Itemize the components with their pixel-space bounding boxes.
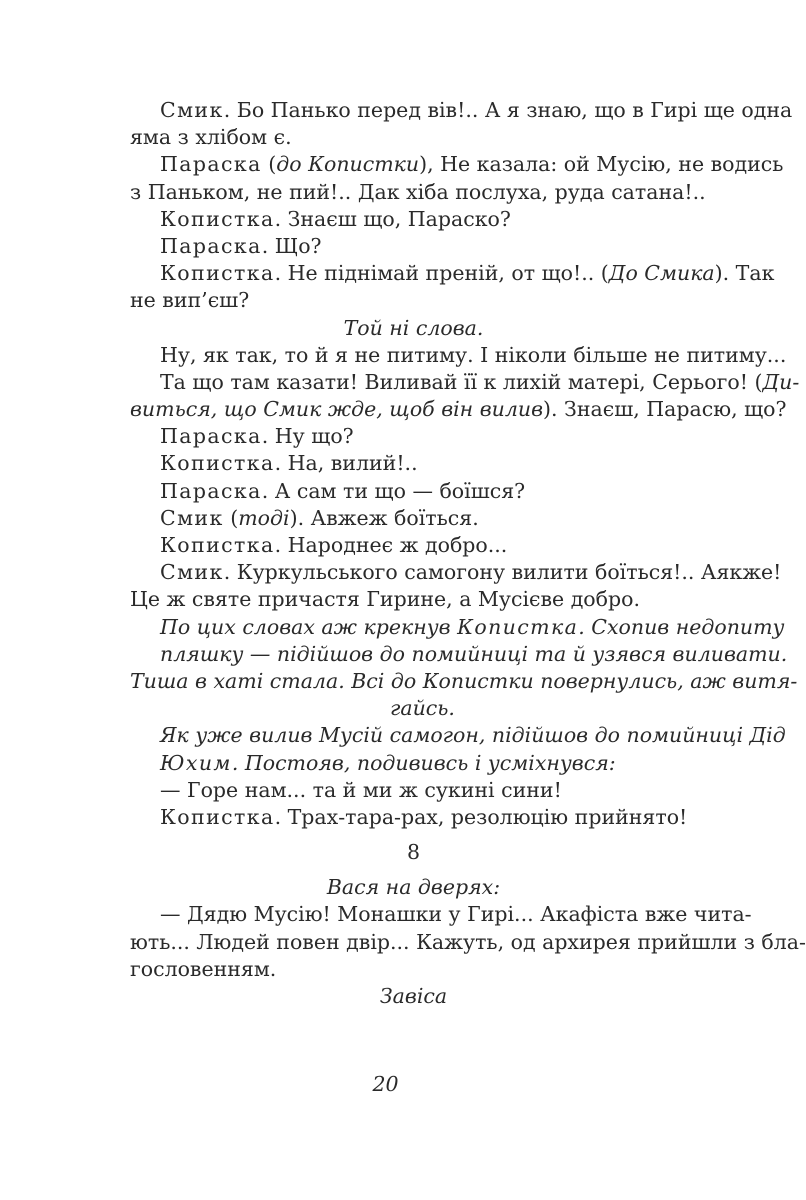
dialogue-text: — Дядю Мусію! Монашки у Гирі... Акафіста вже чита-	[160, 902, 752, 927]
stage-direction	[130, 614, 785, 641]
stage-text: Тиша в хаті стала. Всі до Копистки повернулись, аж витя-	[130, 668, 798, 693]
stage-direction	[130, 668, 798, 695]
speaker-name: Параска	[160, 478, 262, 503]
dialogue-text: . Народнеє ж добро...	[274, 533, 508, 557]
dialogue-text: гословенням.	[130, 956, 277, 981]
text-line	[130, 342, 787, 369]
dialogue-text: . На, вилий!..	[274, 451, 418, 476]
speaker-name: Параска	[160, 424, 262, 449]
text-line	[130, 559, 782, 586]
text-line	[130, 804, 697, 831]
text-line	[130, 777, 697, 804]
stage-text: По цих словах аж крекнув	[160, 614, 458, 639]
text-line	[130, 206, 697, 233]
speaker-name: Юхим	[160, 750, 232, 775]
stage-direction: Той ні слова.	[343, 315, 484, 340]
dialogue-text: . Куркульського самогону вилити боїться!.. Аякже!	[223, 560, 782, 585]
page-text	[130, 97, 806, 1010]
text-line	[130, 179, 706, 206]
dialogue-text: . Не піднімай преній, от що!.. (	[274, 261, 609, 286]
stage-text: Як уже вилив Мусій самогон, підійшов до помийниці Дід	[160, 723, 786, 748]
text-line	[130, 901, 752, 928]
dialogue-text: . Ну що?	[261, 424, 354, 449]
dialogue-text: . А сам ти що — боїшся?	[261, 478, 526, 503]
stage-text: гайсь.	[390, 696, 455, 721]
dialogue-text: Та що там казати! Виливай її к лихій матері, Серього! (	[160, 369, 763, 394]
stage-remark: тоді	[238, 505, 290, 530]
stage-direction	[130, 695, 697, 722]
stage-text: . Схопив недопиту	[578, 614, 785, 639]
stage-text: пляшку — підійшов до помийниці та й узявся виливати.	[160, 641, 788, 666]
scene-number: 8	[406, 840, 421, 865]
dialogue-text: . Що?	[261, 233, 322, 258]
dialogue-text: не вип’єш?	[130, 288, 250, 313]
dialogue-text: ють... Людей повен двір... Кажуть, од архирея прийшли з бла-	[130, 929, 806, 954]
stage-remark: виться, що Смик жде, щоб він вилив	[130, 397, 544, 422]
stage-remark: Ди-	[762, 369, 800, 394]
speaker-name: Копистка	[160, 804, 275, 829]
dialogue-text: — Горе нам... та й ми ж сукині сини!	[160, 777, 562, 802]
dialogue-text: ). Знаєш, Парасю, що?	[543, 397, 787, 422]
speaker-name: Копистка	[160, 261, 275, 286]
speaker-name: Параска	[160, 233, 262, 258]
dialogue-text: . Трах-тара-рах, резолюцію прийнято!	[274, 804, 688, 829]
speaker-name: Копистка	[160, 206, 275, 231]
speaker-name: Копистка	[160, 451, 275, 476]
speaker-name: Копистка	[160, 533, 275, 557]
stage-remark: До Смика	[608, 261, 715, 286]
dialogue-text: ). Так	[714, 261, 775, 286]
dialogue-text: (	[261, 152, 277, 177]
speaker-name: Смик	[160, 505, 224, 530]
text-line	[130, 423, 697, 450]
text-line	[130, 260, 775, 287]
stage-direction	[130, 641, 788, 668]
text-line	[130, 586, 697, 613]
speaker-name: Параска	[160, 152, 262, 177]
dialogue-text: (	[223, 505, 239, 530]
dialogue-text: . Бо Панько перед вів!.. А я знаю, що в Гирі ще одна	[223, 98, 793, 122]
stage-direction	[130, 722, 786, 749]
curtain-direction: Завіса	[379, 984, 448, 1008]
dialogue-text: . Знаєш що, Параско?	[274, 206, 511, 231]
speaker-name: Смик	[160, 560, 224, 585]
text-line	[130, 287, 697, 314]
text-line	[130, 396, 787, 423]
page-number: 20	[372, 1072, 399, 1096]
text-line	[130, 505, 697, 532]
text-line	[130, 369, 800, 396]
speaker-name: Смик	[160, 98, 224, 122]
dialogue-text: ), Не казала: ой Мусію, не водись	[419, 152, 784, 177]
text-line	[130, 151, 784, 178]
dialogue-text: ). Авжеж боїться.	[289, 505, 479, 530]
text-line	[130, 929, 806, 956]
text-line	[130, 450, 697, 477]
text-line	[130, 532, 697, 559]
dialogue-text: яма з хлібом є.	[130, 125, 292, 150]
text-line	[130, 124, 697, 151]
stage-direction	[130, 750, 697, 777]
speaker-name: Копистка	[457, 614, 579, 639]
text-line	[130, 478, 697, 505]
stage-direction: Вася на дверях:	[326, 875, 501, 900]
text-line	[130, 97, 793, 124]
dialogue-text: Ну, як так, то й я не питиму. І ніколи більше не питиму...	[160, 342, 787, 367]
stage-text: . Постояв, подививсь і усміхнувся:	[231, 750, 616, 775]
text-line	[130, 233, 697, 260]
stage-remark: до Копистки	[276, 152, 420, 177]
text-line	[130, 956, 697, 983]
dialogue-text: Це ж святе причастя Гирине, а Мусієве добро.	[130, 587, 640, 612]
dialogue-text: з Паньком, не пий!.. Дак хіба послуха, руда сатана!..	[130, 179, 706, 204]
